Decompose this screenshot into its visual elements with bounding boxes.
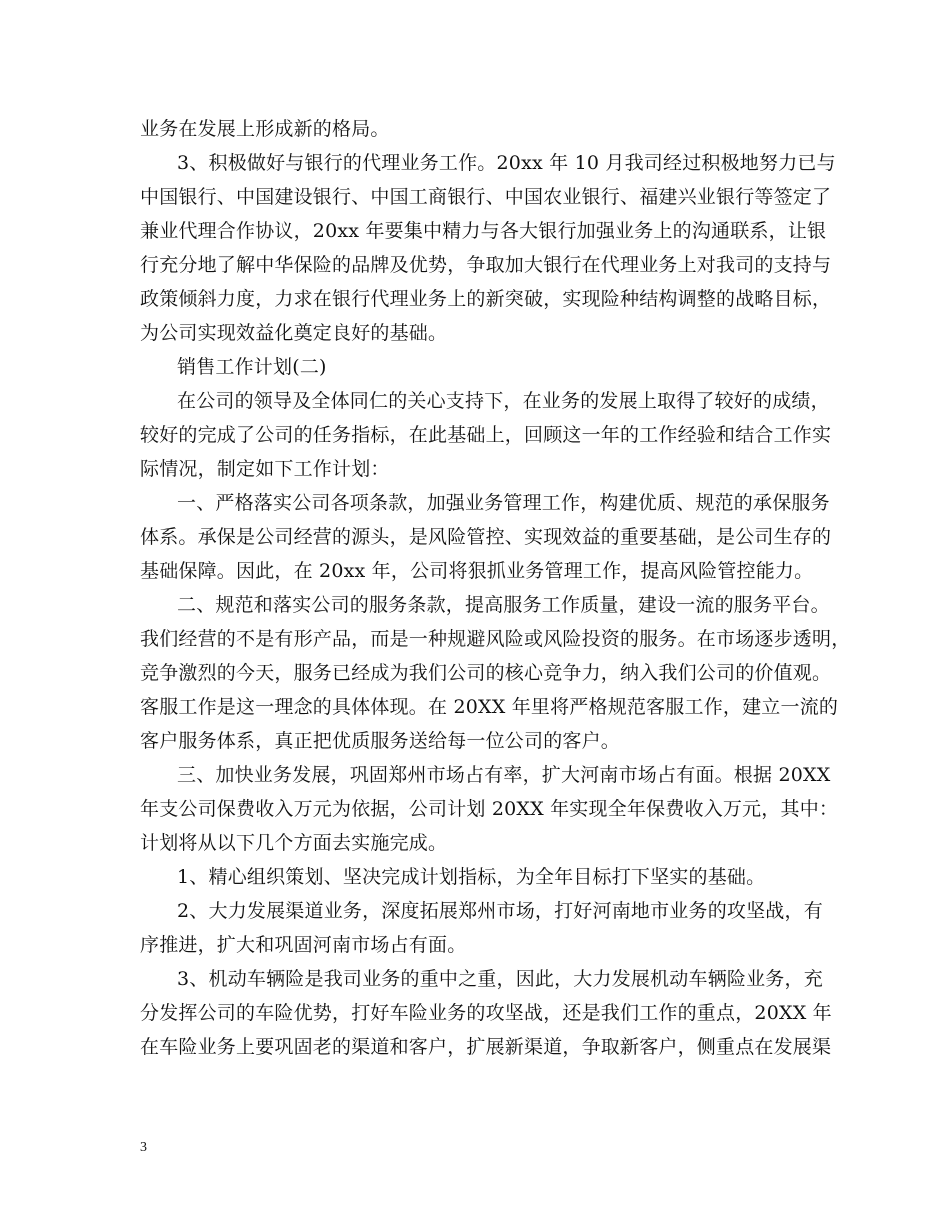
page-number: 3 xyxy=(140,1140,147,1155)
text-line: 政策倾斜力度，力求在银行代理业务上的新突破，实现险种结构调整的战略目标， xyxy=(140,288,832,310)
text-line: 客服工作是这一理念的具体体现。在 20XX 年里将严格规范客服工作，建立一流的 xyxy=(140,696,839,718)
text-line: 计划将从以下几个方面去实施完成。 xyxy=(140,832,448,854)
text-line: 竞争激烈的今天，服务已经成为我们公司的核心竞争力，纳入我们公司的价值观。 xyxy=(140,662,832,684)
text-line: 在车险业务上要巩固老的渠道和客户，扩展新渠道，争取新客户，侧重点在发展渠 xyxy=(140,1036,832,1058)
text-line: 我们经营的不是有形产品，而是一种规避风险或风险投资的服务。在市场逐步透明， xyxy=(140,628,851,650)
text-line: 在公司的领导及全体同仁的关心支持下，在业务的发展上取得了较好的成绩， xyxy=(177,390,830,412)
text-line: 2、大力发展渠道业务，深度拓展郑州市场，打好河南地市业务的攻坚战，有 xyxy=(177,900,823,922)
text-line: 体系。承保是公司经营的源头，是风险管控、实现效益的重要基础，是公司生存的 xyxy=(140,526,832,548)
text-line: 分发挥公司的车险优势，打好车险业务的攻坚战，还是我们工作的重点，20XX 年 xyxy=(140,1002,832,1024)
text-line: 业务在发展上形成新的格局。 xyxy=(140,118,390,140)
text-line: 二、规范和落实公司的服务条款，提高服务工作质量，建设一流的服务平台。 xyxy=(177,594,830,616)
text-line: 三、加快业务发展，巩固郑州市场占有率，扩大河南市场占有面。根据 20XX xyxy=(177,764,831,786)
text-line: 3、机动车辆险是我司业务的重中之重，因此，大力发展机动车辆险业务，充 xyxy=(177,968,823,990)
text-line: 中国银行、中国建设银行、中国工商银行、中国农业银行、福建兴业银行等签定了 xyxy=(140,186,832,208)
text-line: 兼业代理合作协议，20xx 年要集中精力与各大银行加强业务上的沟通联系，让银 xyxy=(140,220,827,242)
text-line: 序推进，扩大和巩固河南市场占有面。 xyxy=(140,934,467,956)
text-line: 为公司实现效益化奠定良好的基础。 xyxy=(140,322,448,344)
text-line: 一、严格落实公司各项条款，加强业务管理工作，构建优质、规范的承保服务 xyxy=(177,492,830,514)
text-line: 行充分地了解中华保险的品牌及优势，争取加大银行在代理业务上对我司的支持与 xyxy=(140,254,832,276)
text-line: 3、积极做好与银行的代理业务工作。20xx 年 10 月我司经过积极地努力已与 xyxy=(177,152,836,174)
text-line: 客户服务体系，真正把优质服务送给每一位公司的客户。 xyxy=(140,730,621,752)
text-line: 较好的完成了公司的任务指标，在此基础上，回顾这一年的工作经验和结合工作实 xyxy=(140,424,832,446)
text-line: 年支公司保费收入万元为依据，公司计划 20XX 年实现全年保费收入万元，其中： xyxy=(140,798,839,820)
text-line: 际情况，制定如下工作计划： xyxy=(140,458,390,480)
text-line: 基础保障。因此，在 20xx 年，公司将狠抓业务管理工作，提高风险管控能力。 xyxy=(140,560,814,582)
section-heading: 销售工作计划(二) xyxy=(177,356,327,378)
text-line: 1、精心组织策划、坚决完成计划指标，为全年目标打下坚实的基础。 xyxy=(177,866,766,888)
